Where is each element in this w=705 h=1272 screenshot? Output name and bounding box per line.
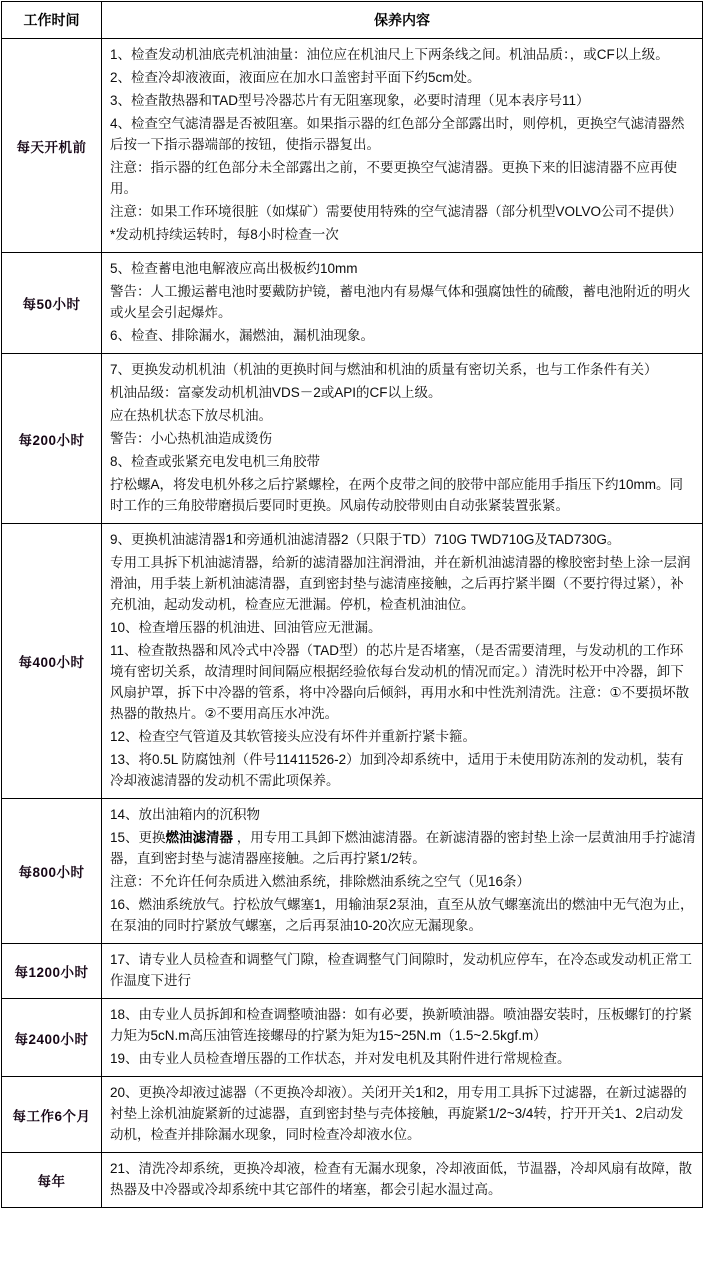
maintenance-item: 机油品级：富豪发动机机油VDS－2或API的CF以上级。 [110,385,442,400]
maintenance-item: 11、检查散热器和风冷式中冷器（TAD型）的芯片是否堵塞，（是否需要清理，与发动机的工作环境有密切关系，故清理时间间隔应根据经验依每台发动机的情况而定。）清洗时松开中冷器，卸下风扇护罩，拆下中冷器的管系，将中冷器向后倾斜，再用水和中性洗剂清洗。注意：①不要损坏散热器的散热片。②不要用高压水冲洗。 [110,643,690,721]
maintenance-item: 9、更换机油滤清器1和旁通机油滤清器2（只限于TD）710G TWD710G及TAD730G。 [110,532,621,547]
col-header-maintenance-content: 保养内容 [102,2,703,39]
maintenance-content-cell [102,944,703,999]
table-row [2,354,703,524]
maintenance-item: *发动机持续运转时，每8小时检查一次 [110,227,339,242]
table-row [2,799,703,944]
work-time-cell: 每50小时 [2,253,102,354]
header-row [2,2,703,39]
table-row [2,253,703,354]
maintenance-item: 7、更换发动机机油（机油的更换时间与燃油和机油的质量有密切关系，也与工作条件有关） [110,362,658,377]
work-time-cell: 每1200小时 [2,944,102,999]
maintenance-item: 4、检查空气滤清器是否被阻塞。如果指示器的红色部分全部露出时，则停机，更换空气滤清器然后按一下指示器端部的按钮，使指示器复出。 [110,116,685,152]
maintenance-item: 警告：小心热机油造成烫伤 [110,431,272,446]
maintenance-item: 专用工具拆下机油滤清器，给新的滤清器加注润滑油，并在新机油滤清器的橡胶密封垫上涂一层润滑油，用手装上新机油滤清器，直到密封垫与滤清座接触，之后再拧紧半圈（不要拧得过紧），补充机油，起动发动机，检查应无泄漏。停机，检查机油油位。 [110,555,691,612]
maintenance-item: 16、燃油系统放气。拧松放气螺塞1，用输油泵2泵油，直至从放气螺塞流出的燃油中无气泡为止，在泵油的同时拧紧放气螺塞，之后再泵油10-20次应无漏现象。 [110,897,694,933]
col-header-work-time: 工作时间 [2,2,102,39]
maintenance-table [1,1,703,1208]
maintenance-item: 10、检查增压器的机油进、回油管应无泄漏。 [110,620,382,635]
maintenance-item: 8、检查或张紧充电发电机三角胶带 [110,454,321,469]
maintenance-item: 拧松螺A，将发电机外移之后拧紧螺栓，在两个皮带之间的胶带中部应能用手指压下约10mm。同时工作的三角胶带磨损后要同时更换。风扇传动胶带则由自动张紧装置张紧。 [110,477,684,513]
maintenance-item: 2、检查冷却液液面，液面应在加水口盖密封平面下约5cm处。 [110,70,481,85]
maintenance-item: 注意：指示器的红色部分未全部露出之前，不要更换空气滤清器。更换下来的旧滤清器不应再使用。 [110,160,677,196]
maintenance-item: 注意：不允许任何杂质进入燃油系统，排除燃油系统之空气（见16条） [110,874,531,889]
maintenance-content-cell [102,524,703,799]
work-time-cell: 每年 [2,1153,102,1208]
maintenance-item: 14、放出油箱内的沉积物 [110,807,261,822]
work-time-cell: 每400小时 [2,524,102,799]
maintenance-item: 19、由专业人员检查增压器的工作状态，并对发电机及其附件进行常规检查。 [110,1051,571,1066]
work-time-cell: 每工作6个月 [2,1077,102,1153]
table-row [2,39,703,253]
maintenance-item: 6、检查、排除漏水，漏燃油，漏机油现象。 [110,328,375,343]
maintenance-item: 21、清洗冷却系统，更换冷却液，检查有无漏水现象，冷却液面低，节温器，冷却风扇有故障，散热器及中冷器或冷却系统中其它部件的堵塞，都会引起水温过高。 [110,1161,693,1197]
table-row [2,1153,703,1208]
table-body [2,39,703,1208]
maintenance-content-cell [102,999,703,1077]
maintenance-item: 15、更换燃油滤清器 ，用专用工具卸下燃油滤清器。在新滤清器的密封垫上涂一层黄油用手拧滤清器，直到密封垫与滤清器座接触。之后再拧紧1/2转。 [110,830,696,866]
maintenance-content-cell [102,1077,703,1153]
maintenance-item: 12、检查空气管道及其软管接头应没有坏件并重新拧紧卡箍。 [110,729,477,744]
maintenance-content-cell [102,799,703,944]
work-time-cell: 每2400小时 [2,999,102,1077]
work-time-cell: 每800小时 [2,799,102,944]
maintenance-content-cell [102,253,703,354]
table-row [2,999,703,1077]
maintenance-item: 5、检查蓄电池电解液应高出极板约10mm [110,261,358,276]
maintenance-content-cell [102,354,703,524]
maintenance-content-cell [102,1153,703,1208]
maintenance-item: 注意：如果工作环境很脏（如煤矿）需要使用特殊的空气滤清器（部分机型VOLVO公司不提供） [110,204,683,219]
table-row [2,944,703,999]
maintenance-item: 18、由专业人员拆卸和检查调整喷油器：如有必要，换新喷油器。喷油器安装时，压板螺钉的拧紧力矩为5cN.m高压油管连接螺母的拧紧为矩为15~25N.m（1.5~2.5kgf.m） [110,1007,693,1043]
maintenance-item: 1、检查发动机油底壳机油油量：油位应在机油尺上下两条线之间。机油品质：，或CF以上级。 [110,47,669,62]
maintenance-item: 20、更换冷却液过滤器（不更换冷却液）。关闭开关1和2，用专用工具拆下过滤器，在新过滤器的衬垫上涂机油旋紧新的过滤器，直到密封垫与壳体接触，再旋紧1/2~3/4转，拧开开关1、2启动发动机，检查并排除漏水现象，同时检查冷却液水位。 [110,1085,687,1142]
maintenance-item: 应在热机状态下放尽机油。 [110,408,272,423]
maintenance-item: 17、请专业人员检查和调整气门隙，检查调整气门间隙时，发动机应停车，在冷态或发动机正常工作温度下进行 [110,952,693,988]
work-time-cell: 每天开机前 [2,39,102,253]
table-row [2,524,703,799]
maintenance-content-cell [102,39,703,253]
maintenance-item: 3、检查散热器和TAD型号冷器芯片有无阻塞现象，必要时清理（见本表序号11） [110,93,590,108]
work-time-cell: 每200小时 [2,354,102,524]
maintenance-item: 警告：人工搬运蓄电池时要戴防护镜，蓄电池内有易爆气体和强腐蚀性的硫酸，蓄电池附近的明火或火星会引起爆炸。 [110,284,691,320]
maintenance-item: 13、将0.5L 防腐蚀剂（件号11411526-2）加到冷却系统中，适用于未使用防冻剂的发动机，装有冷却液滤清器的发动机不需此项保养。 [110,752,684,788]
table-row [2,1077,703,1153]
